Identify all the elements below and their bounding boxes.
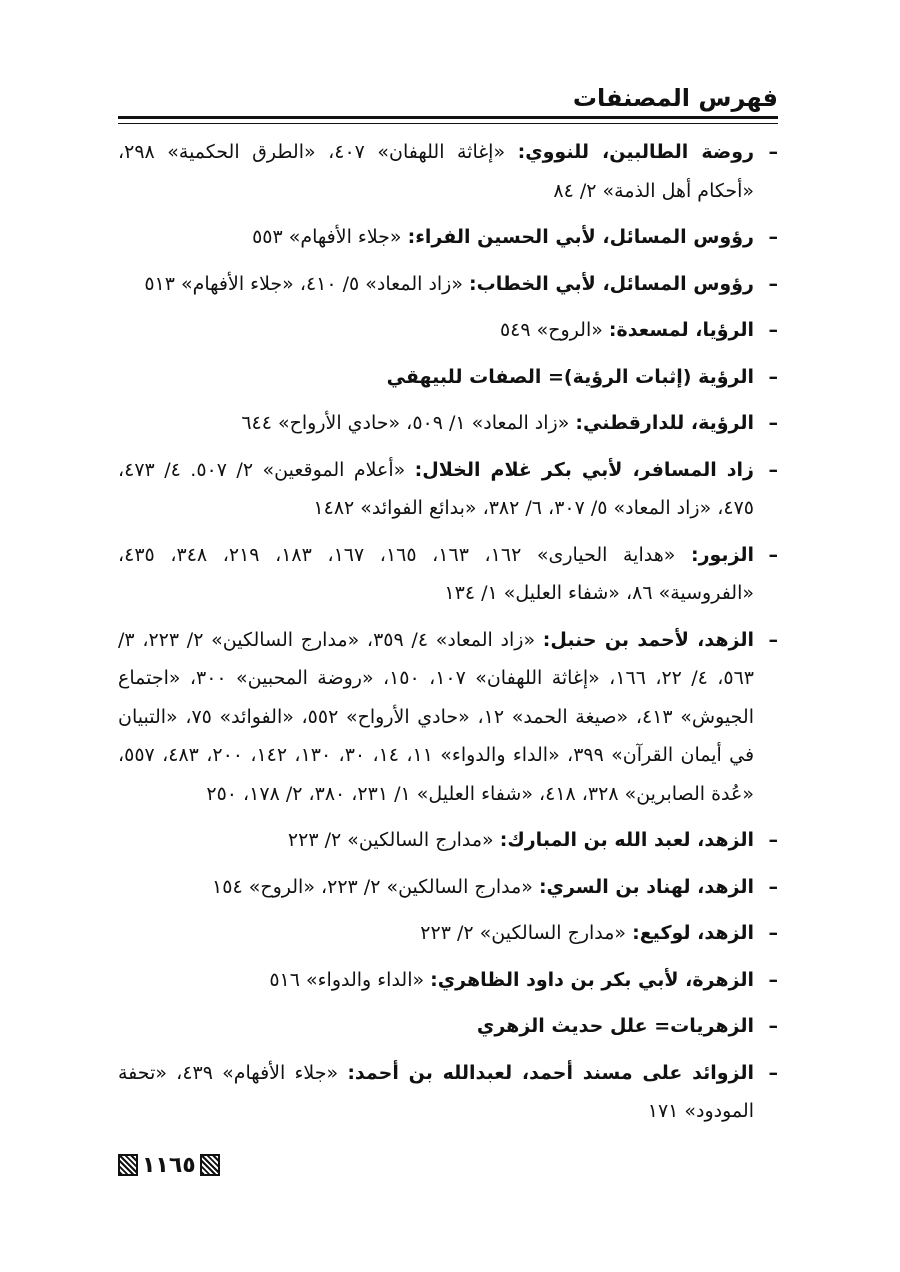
entry-dash: – <box>768 365 778 388</box>
index-entry <box>118 218 778 257</box>
entry-dash: – <box>768 628 778 651</box>
entry-heading: الزهد، لعبد الله بن المبارك: <box>499 829 754 851</box>
entry-references: «هداية الحيارى» ١٦٢، ١٦٣، ١٦٥، ١٦٧، ١٨٣، ٢١٩، ٣٤٨، ٤٣٥، «الفروسية» ٨٦، «شفاء العليل» ١/ ١٣٤ <box>118 543 754 604</box>
entry-references: «أعلام الموقعين» ٢/ ٥٠٧. ٤/ ٤٧٣، ٤٧٥، «زاد المعاد» ٥/ ٣٠٧، ٦/ ٣٨٢، «بدائع الفوائد» ١٤٨٢ <box>118 458 754 519</box>
index-entry <box>118 621 778 814</box>
entry-heading: رؤوس المسائل، لأبي الحسين الفراء: <box>407 226 754 248</box>
index-entry <box>118 133 778 210</box>
entry-dash: – <box>768 829 778 851</box>
entry-dash: – <box>768 922 778 944</box>
entry-heading: الزبور: <box>690 543 755 566</box>
entry-heading: الزهريات= علل حديث الزهري <box>476 1015 754 1037</box>
entry-heading: الزوائد على مسند أحمد، لعبدالله بن أحمد: <box>347 1061 755 1084</box>
entry-dash: – <box>768 141 778 163</box>
index-entry <box>118 961 778 1000</box>
entry-references: «الداء والدواء» ٥١٦ <box>269 968 425 991</box>
entry-references: «جلاء الأفهام» ٥٥٣ <box>252 226 402 248</box>
index-entry <box>118 451 778 528</box>
entry-dash: – <box>768 412 778 434</box>
entry-dash: – <box>768 319 778 341</box>
entry-heading: زاد المسافر، لأبي بكر غلام الخلال: <box>414 458 754 481</box>
entry-heading: الزهد، لهناد بن السري: <box>538 875 754 898</box>
entry-references: «مدارج السالكين» ٢/ ٢٢٣ <box>287 829 494 851</box>
index-entry <box>118 868 778 907</box>
entry-dash: – <box>768 875 778 898</box>
index-entry <box>118 358 778 397</box>
entry-references: «زاد المعاد» ١/ ٥٠٩، «حادي الأرواح» ٦٤٤ <box>241 412 570 434</box>
index-entry <box>118 1007 778 1046</box>
entry-references: «إغاثة اللهفان» ٤٠٧، «الطرق الحكمية» ٢٩٨، «أحكام أهل الذمة» ٢/ ٨٤ <box>118 141 754 202</box>
entry-references: «الروح» ٥٤٩ <box>499 319 603 341</box>
ornament-icon <box>200 1154 220 1176</box>
index-entry <box>118 311 778 350</box>
index-entry <box>118 404 778 443</box>
entry-dash: – <box>768 226 778 248</box>
entry-dash: – <box>768 1015 778 1037</box>
index-entry <box>118 1054 778 1131</box>
entry-references: «مدارج السالكين» ٢/ ٢٢٣ <box>420 922 627 944</box>
entry-heading: الزهد، لأحمد بن حنبل: <box>542 628 754 651</box>
ornament-icon <box>118 1154 138 1176</box>
entry-heading: الزهرة، لأبي بكر بن داود الظاهري: <box>430 968 754 991</box>
index-entry <box>118 821 778 860</box>
header-rule-thick <box>118 116 778 119</box>
entry-references: «مدارج السالكين» ٢/ ٢٢٣، «الروح» ١٥٤ <box>212 875 533 898</box>
running-head: فهرس المصنفات <box>572 84 778 112</box>
page-number: ١١٦٥ <box>142 1152 196 1178</box>
entry-dash: – <box>768 543 778 566</box>
entry-heading: الرؤية (إثبات الرؤية)= الصفات للبيهقي <box>386 365 754 388</box>
entry-heading: رؤوس المسائل، لأبي الخطاب: <box>469 272 754 295</box>
entry-references: «زاد المعاد» ٤/ ٣٥٩، «مدارج السالكين» ٢/ ٢٢٣، ٣/ ٥٦٣، ٤/ ٢٢، ١٦٦، «إغاثة اللهفان» ١٠٧، ١٥٠، «روضة المحبين» ٣٠٠، «اجتماع الجيوش» ٤١٣، «صيغة الحمد» ١٢، «حادي الأرواح» ٥٥٢، «الفوائد» ٧٥، «التبيان في أيمان القرآن» ٣٩٩، «الداء والدواء» ١١، ١٤، ٣٠، ١٣٠، ١٤٢، ٢٠٠، ٤٨٣، ٥٥٧، «عُدة الصابرين» ٣٢٨، ٤١٨، «شفاء العليل» ١/ ٢٣١، ٣٨٠، ٢/ ١٧٨، ٢٥٠ <box>118 628 755 805</box>
index-entry <box>118 914 778 953</box>
entry-dash: – <box>768 1061 778 1084</box>
header-rule-thin <box>118 123 778 124</box>
entry-heading: روضة الطالبين، للنووي: <box>517 141 755 163</box>
entry-dash: – <box>768 968 778 991</box>
index-entry-list <box>118 133 778 1139</box>
entry-heading: الرؤية، للدارقطني: <box>575 412 754 434</box>
entry-dash: – <box>768 458 778 481</box>
entry-dash: – <box>768 272 778 295</box>
entry-heading: الزهد، لوكيع: <box>632 922 754 944</box>
entry-references: «جلاء الأفهام» ٤٣٩، «تحفة المودود» ١٧١ <box>118 1061 754 1122</box>
index-entry <box>118 265 778 304</box>
index-entry <box>118 536 778 613</box>
entry-heading: الرؤيا، لمسعدة: <box>608 319 754 341</box>
entry-references: «زاد المعاد» ٥/ ٤١٠، «جلاء الأفهام» ٥١٣ <box>144 272 463 295</box>
page-number-block <box>118 1150 220 1180</box>
